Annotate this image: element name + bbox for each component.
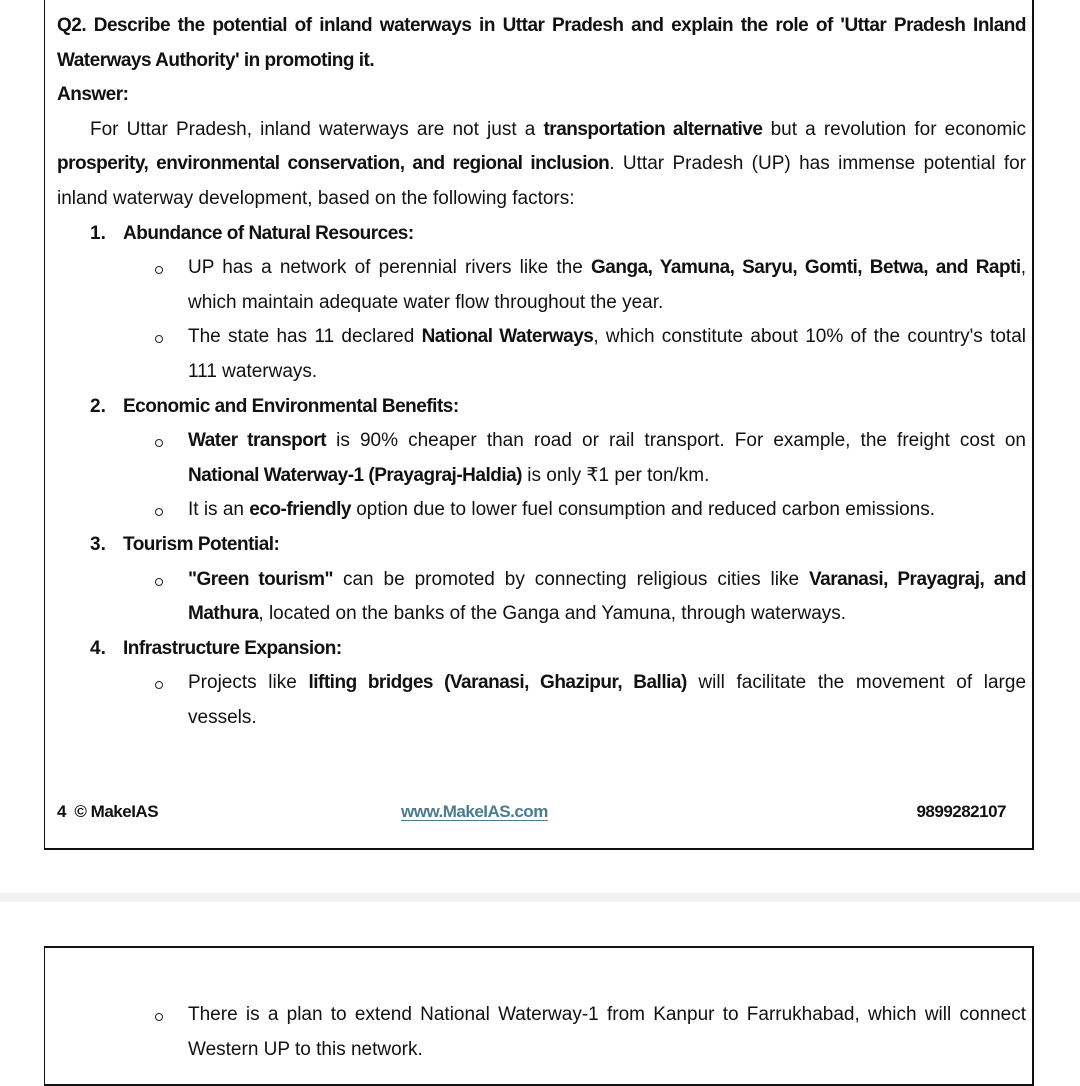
list-item: It is an eco-friendly option due to lower fuel consumption and reduced carbon emissions. (57, 493, 1026, 528)
question-line-2: Waterways Authority' in promoting it. (57, 49, 375, 71)
list-item: Projects like lifting bridges (Varanasi, Ghazipur, Ballia) will facilitate the movement of large (57, 666, 1026, 701)
list-item-continuation: Mathura, located on the banks of the Ganga and Yamuna, through waterways. (188, 603, 847, 625)
page-separator (0, 893, 1080, 902)
list-item-continuation: vessels. (188, 706, 257, 728)
section-heading-2: 2. Economic and Environmental Benefits: (90, 395, 459, 417)
website-link[interactable]: www.MakeIAS.com (401, 802, 548, 821)
footer-left (57, 802, 158, 822)
section-heading-3: 3. Tourism Potential: (90, 533, 280, 555)
hollow-bullet-icon (155, 681, 163, 689)
list-item: There is a plan to extend National Waterway-1 from Kanpur to Farrukhabad, which will connect (57, 998, 1026, 1033)
document-page-5 (44, 946, 1034, 1086)
page-footer (57, 802, 1006, 826)
list-item-continuation: 111 waterways. (188, 360, 318, 382)
list-item: "Green tourism" can be promoted by connecting religious cities like Varanasi, Prayagraj, and (57, 563, 1026, 598)
page-content (57, 9, 1026, 735)
intro-line-1: For Uttar Pradesh, inland waterways are not just a transportation alternative but a revolution for economic (90, 118, 1026, 140)
hollow-bullet-icon (155, 266, 163, 274)
hollow-bullet-icon (155, 1013, 163, 1021)
list-item-continuation: which maintain adequate water flow throughout the year. (188, 291, 664, 313)
section-heading-4: 4. Infrastructure Expansion: (90, 637, 342, 659)
hollow-bullet-icon (155, 508, 163, 516)
list-item: UP has a network of perennial rivers like the Ganga, Yamuna, Saryu, Gomti, Betwa, and Rapti, (57, 251, 1026, 286)
intro-line-3: inland waterway development, based on the following factors: (57, 187, 575, 209)
list-item-continuation: Western UP to this network. (188, 1038, 423, 1060)
document-page-4 (44, 0, 1034, 850)
hollow-bullet-icon (155, 335, 163, 343)
question-line-1: Q2. Describe the potential of inland waterways in Uttar Pradesh and explain the role of 'Uttar Pradesh Inland (57, 15, 1026, 36)
list-item: The state has 11 declared National Waterways, which constitute about 10% of the country's total (57, 320, 1026, 355)
hollow-bullet-icon (155, 578, 163, 586)
copyright: © MakeIAS (74, 802, 159, 821)
list-item-continuation: National Waterway-1 (Prayagraj-Haldia) is only ₹1 per ton/km. (188, 464, 710, 486)
phone-number: 9899282107 (916, 802, 1006, 821)
intro-line-2: prosperity, environmental conservation, and regional inclusion. Uttar Pradesh (UP) has immense potential for (57, 153, 1027, 175)
list-item: Water transport is 90% cheaper than road or rail transport. For example, the freight cost on (57, 424, 1026, 459)
page-number: 4 (57, 802, 66, 821)
section-heading-1: 1. Abundance of Natural Resources: (90, 222, 414, 244)
page-content (57, 998, 1026, 1067)
hollow-bullet-icon (155, 439, 163, 447)
answer-label: Answer: (57, 84, 129, 106)
